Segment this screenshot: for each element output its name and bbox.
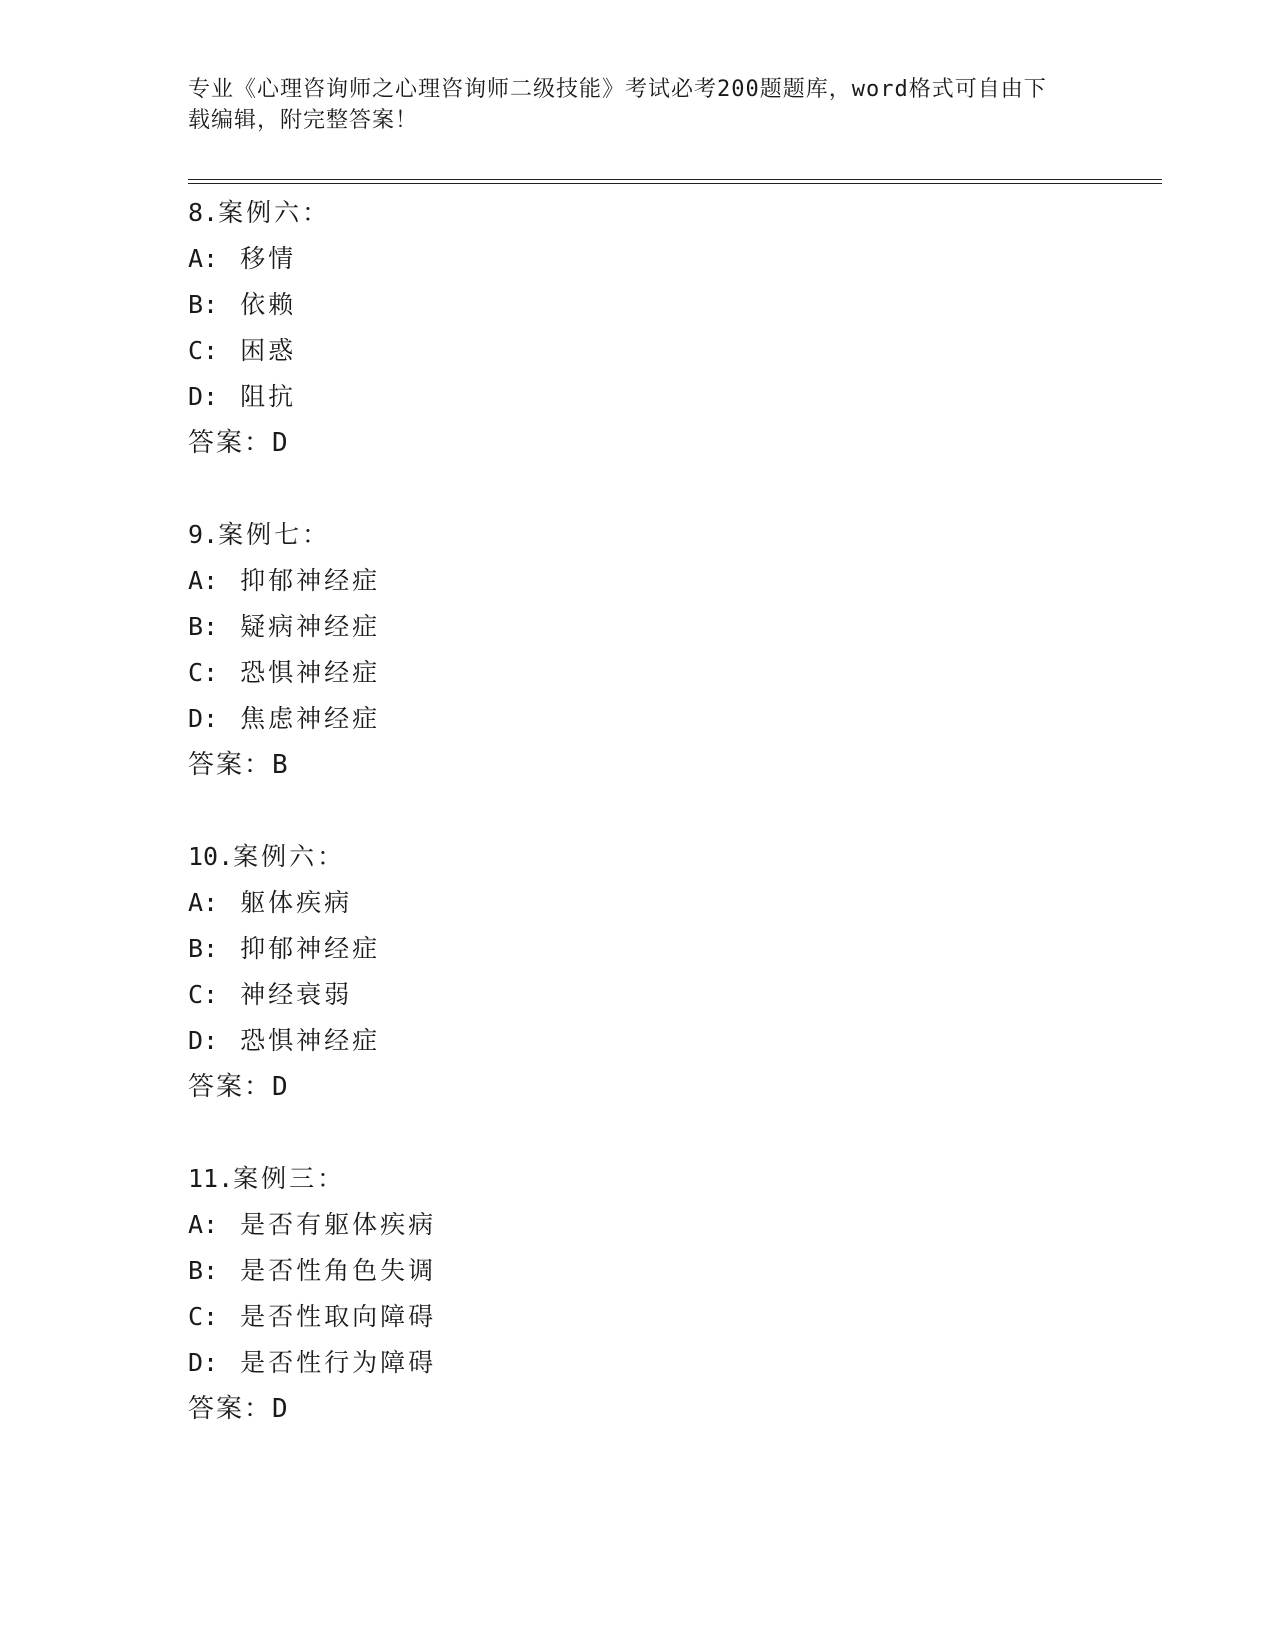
document-header: 专业《心理咨询师之心理咨询师二级技能》考试必考200题题库，word格式可自由下载编辑，附完整答案！ — [188, 77, 1047, 133]
question-number: 9. — [188, 520, 219, 549]
option-b — [188, 282, 1088, 328]
option-text: 困惑 — [240, 336, 297, 365]
option-c — [188, 972, 1088, 1018]
option-text: 抑郁神经症 — [240, 934, 381, 963]
question-text: 案例三： — [233, 1164, 346, 1193]
answer-label: 答案： — [188, 1394, 273, 1424]
answer-line — [188, 1386, 1088, 1432]
option-letter: D: — [188, 1348, 219, 1377]
answer-value: D — [272, 428, 290, 458]
header-divider-bottom — [188, 183, 1162, 184]
option-b — [188, 604, 1088, 650]
option-letter: D: — [188, 704, 219, 733]
option-letter: C: — [188, 980, 219, 1009]
question-stem — [188, 190, 1088, 236]
question-text: 案例六： — [218, 198, 331, 227]
option-d — [188, 696, 1088, 742]
option-text: 移情 — [240, 244, 297, 273]
option-d — [188, 1340, 1088, 1386]
option-letter: C: — [188, 1302, 219, 1331]
option-text: 焦虑神经症 — [240, 704, 381, 733]
option-text: 依赖 — [240, 290, 297, 319]
option-text: 是否性角色失调 — [240, 1256, 437, 1285]
option-letter: A: — [188, 244, 219, 273]
question-number: 11. — [188, 1164, 234, 1193]
answer-line — [188, 420, 1088, 466]
question-10 — [188, 834, 1088, 1110]
option-letter: A: — [188, 1210, 219, 1239]
option-text: 是否性取向障碍 — [240, 1302, 437, 1331]
answer-value: D — [272, 1394, 290, 1424]
option-letter: B: — [188, 1256, 219, 1285]
option-text: 神经衰弱 — [240, 980, 353, 1009]
option-a — [188, 1202, 1088, 1248]
answer-line — [188, 1064, 1088, 1110]
option-letter: A: — [188, 888, 219, 917]
option-letter: C: — [188, 658, 219, 687]
question-number: 8. — [188, 198, 219, 227]
option-text: 疑病神经症 — [240, 612, 381, 641]
answer-label: 答案： — [188, 750, 273, 780]
option-letter: C: — [188, 336, 219, 365]
option-text: 抑郁神经症 — [240, 566, 381, 595]
option-text: 是否有躯体疾病 — [240, 1210, 437, 1239]
option-text: 恐惧神经症 — [240, 1026, 381, 1055]
option-a — [188, 558, 1088, 604]
option-letter: B: — [188, 290, 219, 319]
option-letter: D: — [188, 1026, 219, 1055]
option-a — [188, 236, 1088, 282]
question-list — [188, 190, 1088, 1478]
answer-label: 答案： — [188, 428, 273, 458]
option-c — [188, 1294, 1088, 1340]
option-letter: B: — [188, 934, 219, 963]
answer-line — [188, 742, 1088, 788]
question-stem — [188, 512, 1088, 558]
question-9 — [188, 512, 1088, 788]
option-letter: B: — [188, 612, 219, 641]
question-stem — [188, 1156, 1088, 1202]
option-text: 是否性行为障碍 — [240, 1348, 437, 1377]
option-b — [188, 926, 1088, 972]
option-a — [188, 880, 1088, 926]
option-text: 躯体疾病 — [240, 888, 353, 917]
question-text: 案例六： — [233, 842, 346, 871]
option-letter: D: — [188, 382, 219, 411]
answer-value: B — [272, 750, 290, 780]
question-11 — [188, 1156, 1088, 1432]
question-number: 10. — [188, 842, 234, 871]
answer-label: 答案： — [188, 1072, 273, 1102]
option-text: 恐惧神经症 — [240, 658, 381, 687]
header-divider-top — [188, 179, 1162, 180]
option-c — [188, 650, 1088, 696]
option-letter: A: — [188, 566, 219, 595]
option-d — [188, 374, 1088, 420]
answer-value: D — [272, 1072, 290, 1102]
option-b — [188, 1248, 1088, 1294]
option-d — [188, 1018, 1088, 1064]
option-text: 阻抗 — [240, 382, 297, 411]
question-stem — [188, 834, 1088, 880]
question-8 — [188, 190, 1088, 466]
question-text: 案例七： — [218, 520, 331, 549]
option-c — [188, 328, 1088, 374]
